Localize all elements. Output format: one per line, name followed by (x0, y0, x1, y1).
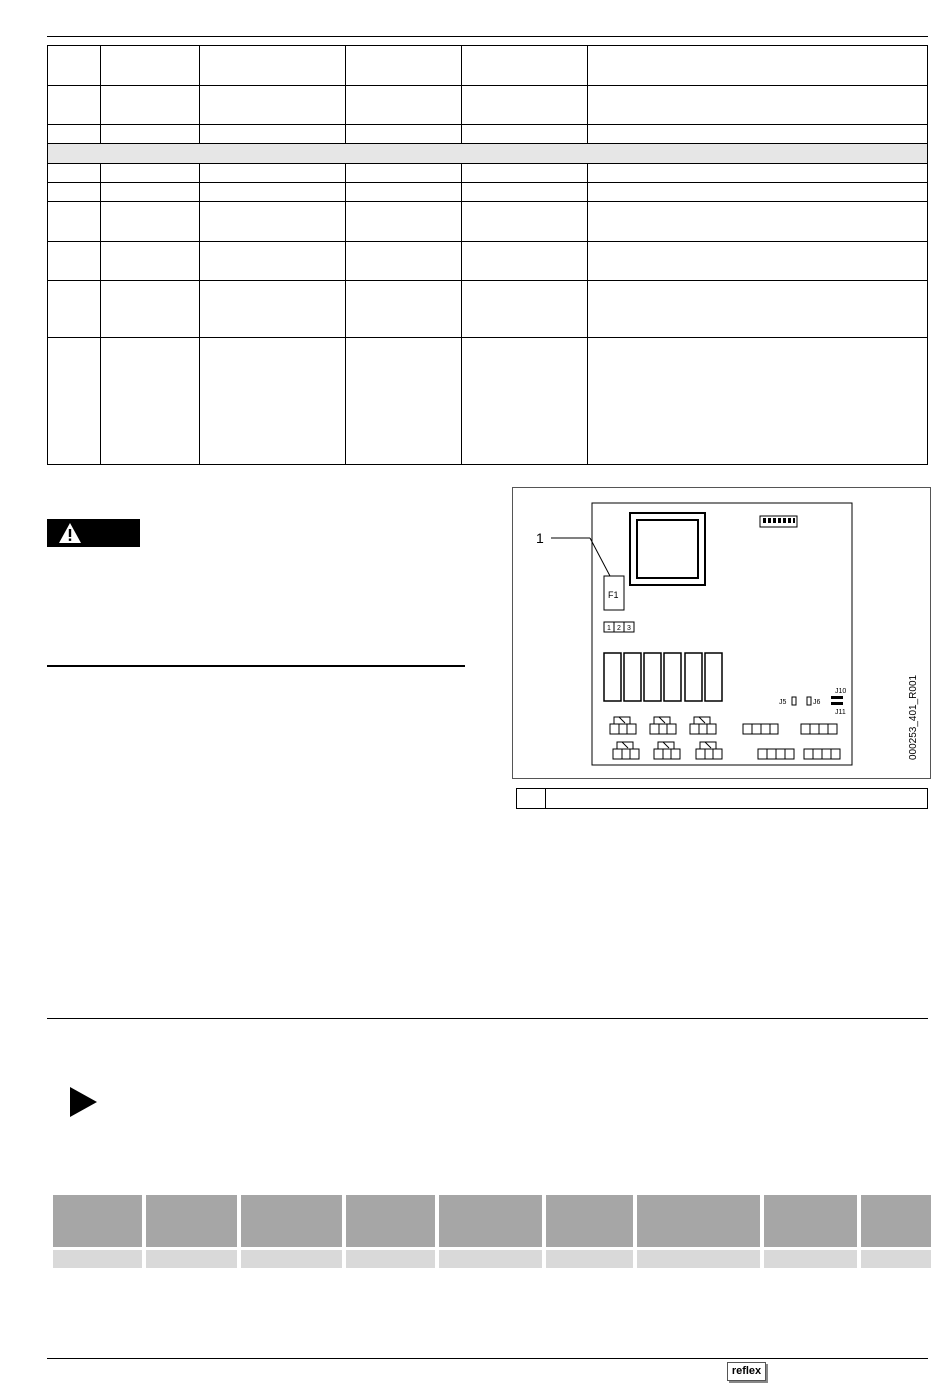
terminal-label-2: 2 (617, 625, 621, 632)
table-section-row (48, 144, 928, 164)
terminal-label-3: 3 (627, 625, 631, 632)
circuit-board-drawing (513, 488, 930, 778)
table-row (48, 202, 928, 242)
jumper-label-j6: J6 (813, 699, 821, 706)
table-row (48, 183, 928, 202)
terminal-label-1: 1 (607, 625, 611, 632)
jumper-label-j10: J10 (835, 688, 847, 695)
top-rule (47, 36, 928, 37)
legend-text (546, 789, 928, 809)
section-divider (47, 665, 465, 667)
fuse-label: F1 (608, 590, 619, 600)
play-arrow-icon (70, 1087, 97, 1117)
drawing-id: 000253_401_R001 (908, 674, 919, 760)
brand-logo: reflex (727, 1362, 766, 1381)
legend-row (517, 789, 928, 809)
gray-data-row (53, 1250, 931, 1268)
figure-legend-table (516, 788, 928, 809)
table-row (48, 281, 928, 338)
table-header-row (48, 46, 928, 86)
warning-banner (47, 519, 140, 547)
gray-header-table (49, 1192, 935, 1271)
table-row (48, 164, 928, 183)
parameter-table (47, 45, 928, 465)
table-row (48, 86, 928, 125)
gray-header-row (53, 1195, 931, 1247)
circuit-board-figure (512, 487, 931, 779)
table-row (48, 125, 928, 144)
jumper-label-j11: J11 (835, 709, 846, 716)
section-rule (47, 1018, 928, 1019)
jumper-label-j5: J5 (779, 699, 787, 706)
table-row (48, 242, 928, 281)
footer-rule (47, 1358, 928, 1359)
table-row (48, 338, 928, 465)
legend-number (517, 789, 546, 809)
callout-number: 1 (536, 530, 544, 546)
warning-icon (58, 522, 82, 544)
